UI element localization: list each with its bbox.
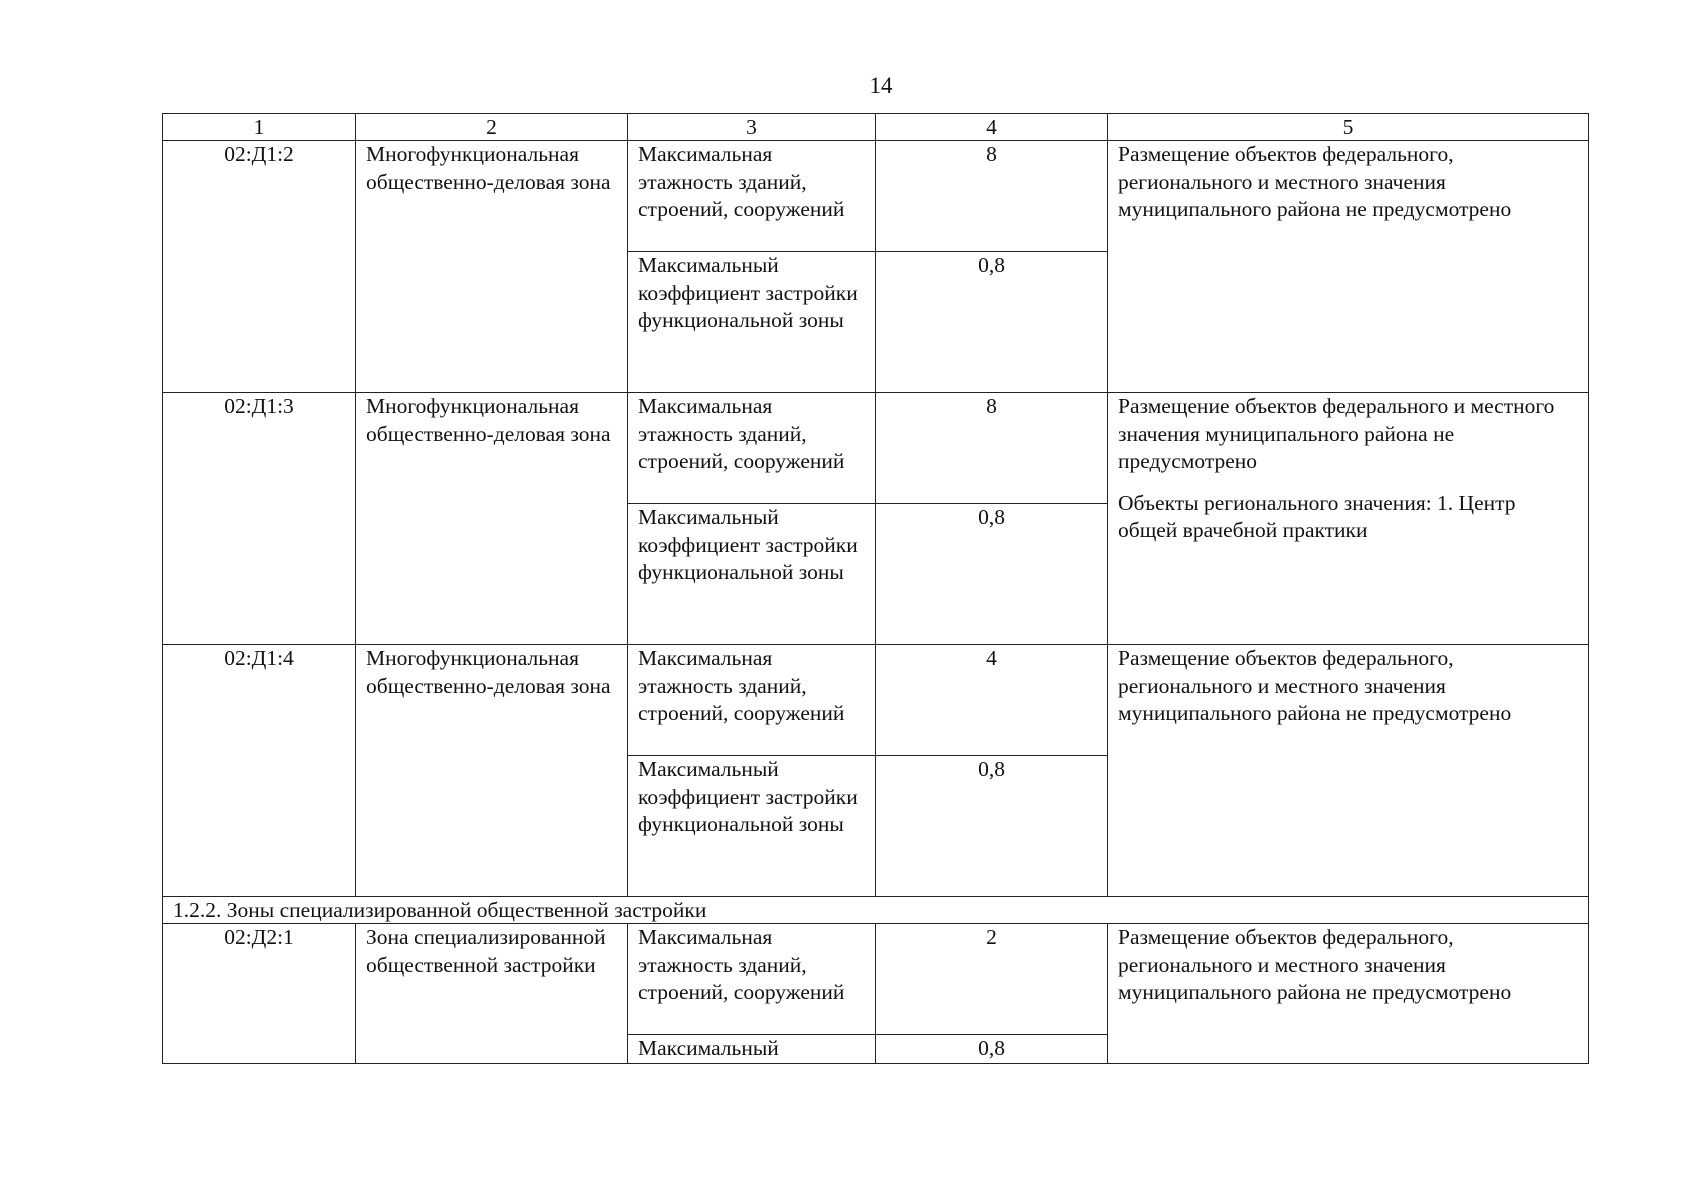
page-number: 14: [869, 73, 893, 98]
param-value: 4: [876, 645, 1108, 756]
zone-name: Многофункциональная общественно-деловая зона: [356, 393, 628, 645]
column-number-5: 5: [1108, 114, 1589, 141]
zone-code: 02:Д1:3: [163, 393, 356, 645]
section-row: [163, 897, 1589, 924]
param-name: Максимальный коэффициент застройки функциональной зоны: [628, 756, 876, 897]
table-row: [163, 645, 1589, 756]
column-number-1: 1: [163, 114, 356, 141]
column-number-4: 4: [876, 114, 1108, 141]
note-text: Размещение объектов федерального, регионального и местного значения муниципального района не предусмотрено: [1118, 925, 1512, 1004]
note-text: Размещение объектов федерального и местного значения муниципального района не предусмотрено: [1118, 394, 1555, 473]
param-value: 0,8: [876, 1035, 1108, 1064]
note-text: Объекты регионального значения: 1. Центр общей врачебной практики: [1118, 490, 1516, 542]
column-number-2: 2: [356, 114, 628, 141]
zones-table: [162, 113, 1589, 1064]
param-name: Максимальный: [628, 1035, 876, 1064]
param-name: Максимальный коэффициент застройки функциональной зоны: [628, 252, 876, 393]
param-value: 0,8: [876, 756, 1108, 897]
zone-code: 02:Д1:2: [163, 141, 356, 393]
zone-code: 02:Д1:4: [163, 645, 356, 897]
note-text: Размещение объектов федерального, регионального и местного значения муниципального района не предусмотрено: [1118, 646, 1512, 725]
column-number-3: 3: [628, 114, 876, 141]
header-row: [163, 114, 1589, 141]
zone-code: 02:Д2:1: [163, 924, 356, 1064]
param-name: Максимальная этажность зданий, строений, сооружений: [628, 393, 876, 504]
table-row: [163, 141, 1589, 252]
zone-name: Многофункциональная общественно-деловая зона: [356, 645, 628, 897]
param-name: Максимальный коэффициент застройки функциональной зоны: [628, 504, 876, 645]
table-row: [163, 924, 1589, 1035]
section-title: 1.2.2. Зоны специализированной общественной застройки: [163, 897, 1589, 924]
param-name: Максимальная этажность зданий, строений, сооружений: [628, 645, 876, 756]
zone-notes: [1108, 393, 1589, 645]
param-value: 0,8: [876, 504, 1108, 645]
zone-name: Зона специализированной общественной застройки: [356, 924, 628, 1064]
param-name: Максимальная этажность зданий, строений, сооружений: [628, 141, 876, 252]
zone-name: Многофункциональная общественно-деловая зона: [356, 141, 628, 393]
param-name: Максимальная этажность зданий, строений, сооружений: [628, 924, 876, 1035]
zone-notes: [1108, 924, 1589, 1064]
table-row: [163, 393, 1589, 504]
zone-notes: [1108, 141, 1589, 393]
note-text: Размещение объектов федерального, регионального и местного значения муниципального района не предусмотрено: [1118, 142, 1512, 221]
zone-notes: [1108, 645, 1589, 897]
param-value: 8: [876, 393, 1108, 504]
param-value: 0,8: [876, 252, 1108, 393]
param-value: 2: [876, 924, 1108, 1035]
param-value: 8: [876, 141, 1108, 252]
